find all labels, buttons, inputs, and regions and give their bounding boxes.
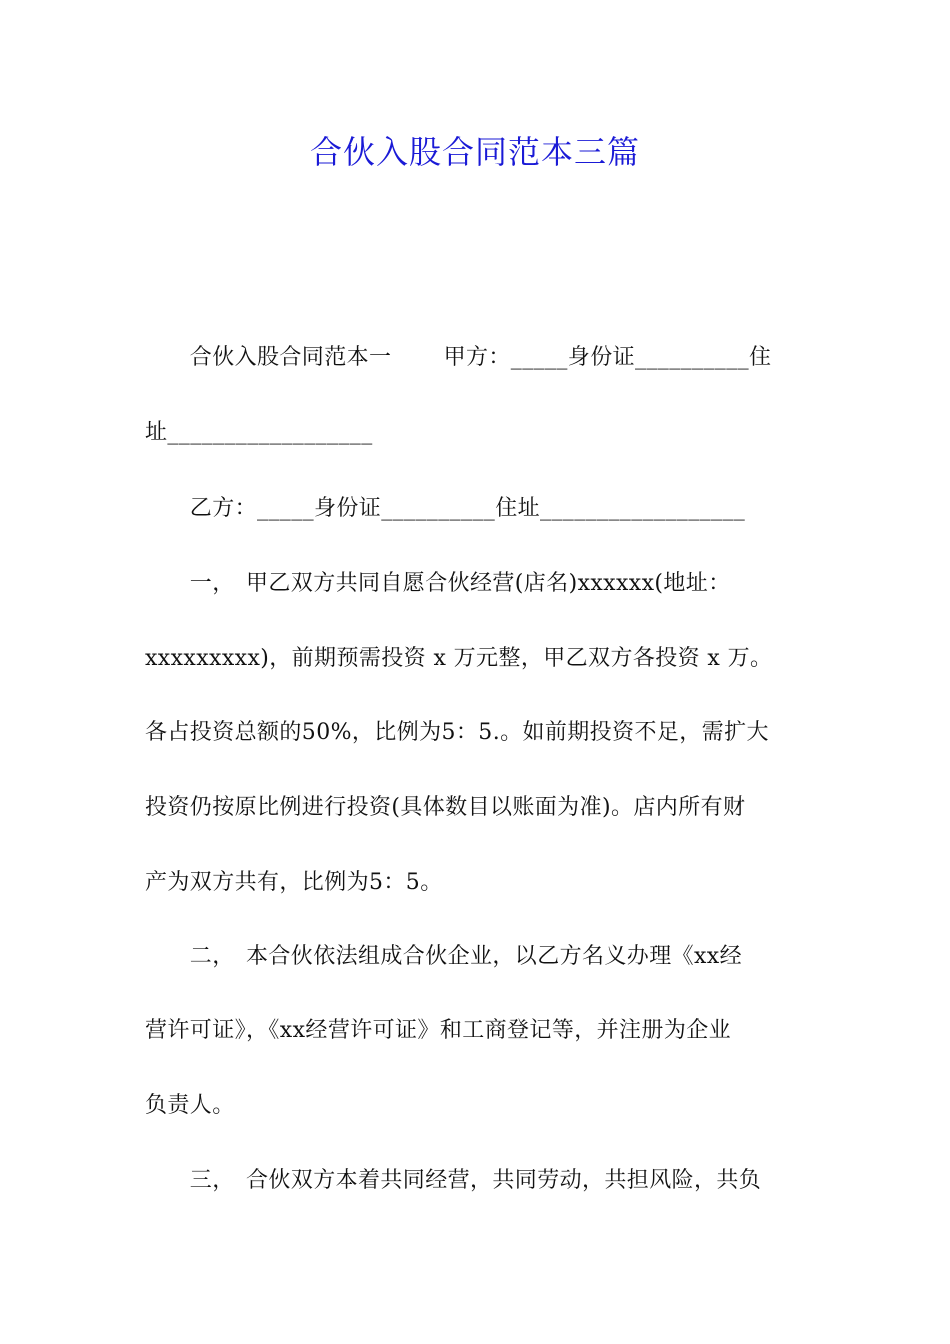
text-line: 产为双方共有，比例为5：5。 bbox=[145, 870, 443, 895]
text-line: 乙方：_____身份证__________住址__________________ bbox=[145, 496, 746, 521]
text-line: 投资仍按原比例进行投资(具体数目以账面为准)。店内所有财 bbox=[145, 795, 746, 820]
text-line: 址__________________ bbox=[145, 420, 373, 445]
text-line: 一， 甲乙双方共同自愿合伙经营(店名)xxxxxx(地址： bbox=[145, 571, 731, 596]
text-line: 营许可证》，《xx经营许可证》和工商登记等，并注册为企业 bbox=[145, 1018, 732, 1043]
document-title: 合伙入股合同范本三篇 bbox=[309, 133, 640, 171]
text-line: xxxxxxxxx)，前期预需投资 x 万元整，甲乙双方各投资 x 万。 bbox=[145, 646, 773, 671]
text-line: 二， 本合伙依法组成合伙企业，以乙方名义办理《xx经 bbox=[145, 944, 743, 969]
text-line: 各占投资总额的50%，比例为5：5.。如前期投资不足，需扩大 bbox=[145, 720, 769, 745]
text-line: 负责人。 bbox=[145, 1093, 235, 1118]
text-line: 三， 合伙双方本着共同经营，共同劳动，共担风险，共负 bbox=[145, 1168, 762, 1193]
text-line: 合伙入股合同范本一 甲方：_____身份证__________住 bbox=[145, 345, 772, 370]
